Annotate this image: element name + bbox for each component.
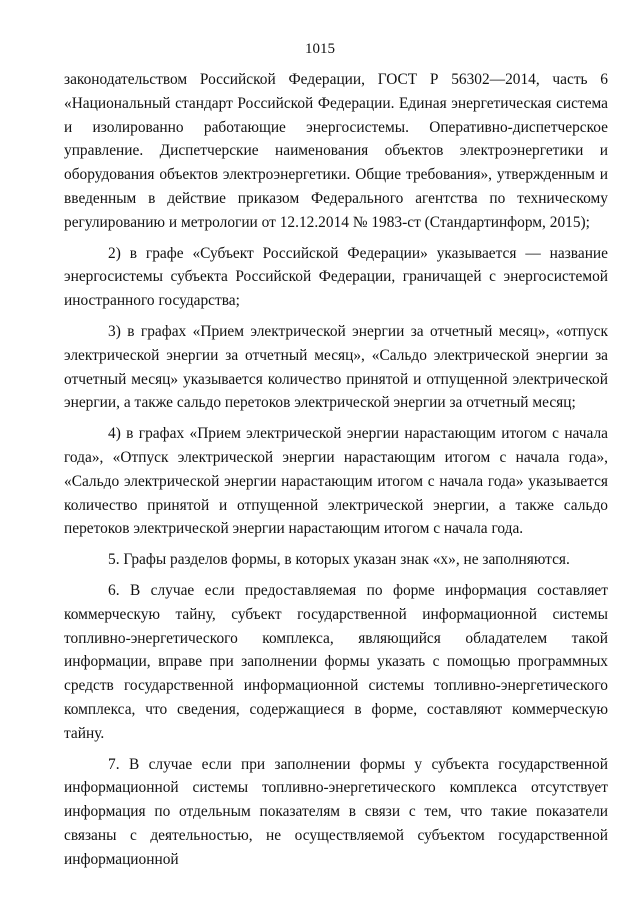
paragraph-7: 7. В случае если при заполнении формы у субъекта государственной информационной системы топливно-энергетического комплекса отсутствует информация по отдельным показателям в связи с тем, что такие показатели связаны с деятельностью, не осуществляемой субъектом государственной информационной <box>64 755 608 868</box>
page-number: 1015 <box>305 41 335 57</box>
document-body <box>64 68 608 872</box>
paragraph-6: 6. В случае если предоставляемая по форме информация составляет коммерческую тайну, субъект государственной информационной системы топливно-энергетического комплекса, являющийся обладателем такой информации, вправе при заполнении формы указать с помощью программных средств государственной информационной системы топливно-энергетического комплекса, что сведения, содержащиеся в форме, составляют коммерческую тайну. <box>64 581 608 742</box>
paragraph-item-3: 3) в графах «Прием электрической энергии за отчетный месяц», «отпуск электрической энергии за отчетный месяц», «Сальдо электрической энергии за отчетный месяц» указывается количество принятой и отпущенной электрической энергии, а также сальдо перетоков электрической энергии за отчетный месяц; <box>64 322 608 412</box>
paragraph-item-4: 4) в графах «Прием электрической энергии нарастающим итогом с начала года», «Отпуск электрической энергии нарастающим итогом с начала года», «Сальдо электрической энергии нарастающим итогом с начала года» указывается количество принятой и отпущенной электрической энергии, а также сальдо перетоков электрической энергии нарастающим итогом с начала года. <box>64 425 608 538</box>
paragraph-5: 5. Графы разделов формы, в которых указан знак «х», не заполняются. <box>108 551 570 569</box>
paragraph-continuation: законодательством Российской Федерации, ГОСТ Р 56302—2014, часть 6 «Национальный стандарт Российской Федерации. Единая энергетическая система и изолированно работающие энергосистемы. Оперативно-диспетчерское управление. Диспетчерские наименования объектов электроэнергетики и оборудования объектов электроэнергетики. Общие требования», утвержденным и введенным в действие приказом Федерального агентства по техническому регулированию и метрологии от 12.12.2014 № 1983-ст (Стандартинформ, 2015); <box>64 71 608 231</box>
paragraph-item-2: 2) в графе «Субъект Российской Федерации» указывается — название энергосистемы субъекта Российской Федерации, граничащей с энергосистемой иностранного государства; <box>64 244 608 310</box>
